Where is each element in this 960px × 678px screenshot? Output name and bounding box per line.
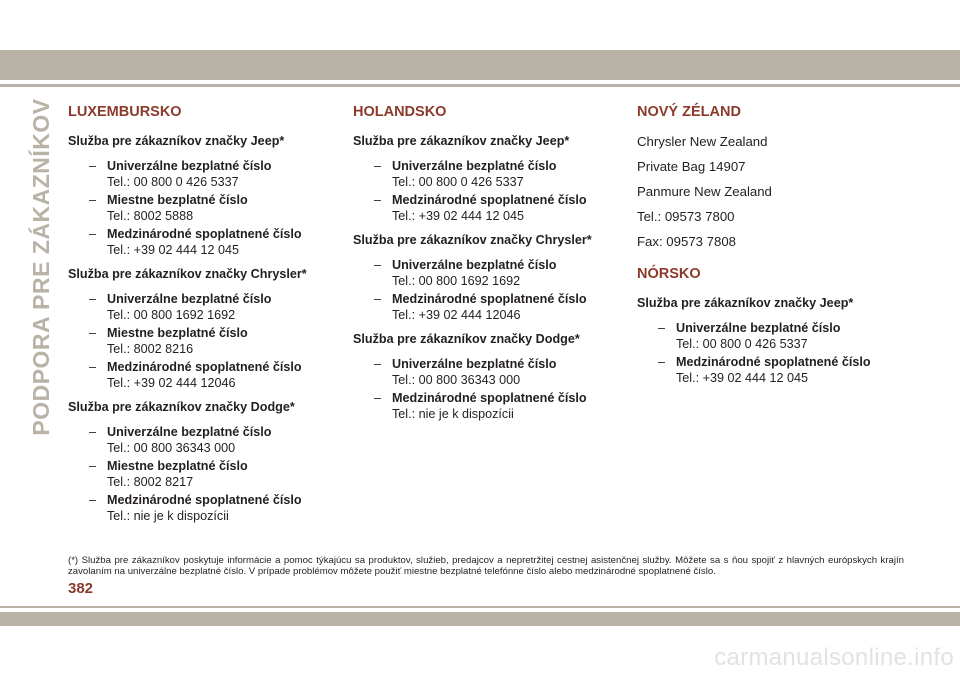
service-title: Služba pre zákazníkov značky Chrysler* [353, 233, 592, 247]
number-list [353, 257, 628, 323]
number-type: – Univerzálne bezplatné číslo [676, 320, 917, 336]
list-item [68, 158, 343, 190]
number-type: – Univerzálne bezplatné číslo [392, 257, 628, 273]
phone-number: Tel.: 8002 8217 [107, 475, 194, 489]
service-title: Služba pre zákazníkov značky Jeep* [68, 134, 285, 148]
phone-number: Tel.: +39 02 444 12 045 [392, 209, 524, 223]
phone-number: Tel.: 00 800 0 426 5337 [676, 337, 808, 351]
service-title: Služba pre zákazníkov značky Jeep* [637, 296, 854, 310]
list-item [637, 320, 917, 352]
top-band [0, 50, 960, 80]
phone-number: Tel.: 00 800 1692 1692 [107, 308, 236, 322]
number-list [353, 356, 628, 422]
column-luxembursko [68, 103, 343, 532]
number-type: – Medzinárodné spoplatnené číslo [392, 390, 628, 406]
number-list [68, 291, 343, 391]
address-line: Private Bag 14907 [637, 159, 746, 174]
number-list [637, 320, 917, 386]
watermark: carmanualsonline.info [714, 644, 954, 671]
number-list [353, 158, 628, 224]
list-item [68, 359, 343, 391]
fax-line: Fax: 09573 7808 [637, 234, 736, 249]
list-item [353, 158, 628, 190]
address-line: Chrysler New Zealand [637, 134, 768, 149]
list-item [353, 390, 628, 422]
number-type: – Medzinárodné spoplatnené číslo [107, 359, 343, 375]
service-title: Služba pre zákazníkov značky Dodge* [353, 332, 580, 346]
list-item [353, 291, 628, 323]
list-item [68, 458, 343, 490]
phone-number: Tel.: 00 800 1692 1692 [392, 274, 521, 288]
number-list [68, 424, 343, 524]
phone-number: Tel.: 00 800 0 426 5337 [107, 175, 239, 189]
list-item [68, 424, 343, 456]
phone-line: Tel.: 09573 7800 [637, 209, 735, 224]
bottom-rule [0, 606, 960, 608]
number-type: – Univerzálne bezplatné číslo [392, 356, 628, 372]
section-heading-norsko: NÓRSKO [637, 266, 701, 282]
section-heading: HOLANDSKO [353, 104, 447, 120]
list-item [68, 291, 343, 323]
bottom-band [0, 612, 960, 626]
number-type: – Medzinárodné spoplatnené číslo [107, 226, 343, 242]
service-title: Služba pre zákazníkov značky Dodge* [68, 400, 295, 414]
phone-number: Tel.: nie je k dispozícii [392, 407, 514, 421]
service-title: Služba pre zákazníkov značky Chrysler* [68, 267, 307, 281]
number-type: – Medzinárodné spoplatnené číslo [676, 354, 917, 370]
number-type: – Univerzálne bezplatné číslo [107, 291, 343, 307]
phone-number: Tel.: 00 800 36343 000 [107, 441, 236, 455]
address-line: Panmure New Zealand [637, 184, 772, 199]
side-section-title: PODPORA PRE ZÁKAZNÍKOV [28, 98, 54, 436]
section-heading: LUXEMBURSKO [68, 104, 182, 120]
number-type: – Univerzálne bezplatné číslo [392, 158, 628, 174]
phone-number: Tel.: +39 02 444 12046 [107, 376, 236, 390]
number-type: – Univerzálne bezplatné číslo [107, 158, 343, 174]
number-type: – Miestne bezplatné číslo [107, 325, 343, 341]
phone-number: Tel.: nie je k dispozícii [107, 509, 229, 523]
phone-number: Tel.: +39 02 444 12 045 [107, 243, 239, 257]
list-item [68, 492, 343, 524]
list-item [353, 356, 628, 388]
top-rule [0, 84, 960, 87]
footnote: (*) Služba pre zákazníkov poskytuje informácie a pomoc týkajúcu sa produktov, služieb, predajcov a nepretržitej cestnej asistenčnej služby. Môžete sa s ňou spojiť z hlavných európskych krajín zavolaním na univerzálne bezplatné číslo. V prípade problémov môžete použiť miestne bezplatné telefónne číslo alebo medzinárodné spoplatnené číslo. [68, 555, 904, 577]
list-item [68, 325, 343, 357]
column-holandsko [353, 103, 628, 430]
list-item [353, 257, 628, 289]
phone-number: Tel.: 8002 5888 [107, 209, 194, 223]
list-item [637, 354, 917, 386]
phone-number: Tel.: 00 800 0 426 5337 [392, 175, 524, 189]
phone-number: Tel.: +39 02 444 12046 [392, 308, 521, 322]
list-item [68, 192, 343, 224]
number-type: – Medzinárodné spoplatnené číslo [392, 192, 628, 208]
phone-number: Tel.: +39 02 444 12 045 [676, 371, 808, 385]
section-heading: NOVÝ ZÉLAND [637, 104, 741, 120]
number-type: – Medzinárodné spoplatnené číslo [107, 492, 343, 508]
number-type: – Miestne bezplatné číslo [107, 192, 343, 208]
number-type: – Univerzálne bezplatné číslo [107, 424, 343, 440]
number-type: – Miestne bezplatné číslo [107, 458, 343, 474]
service-title: Služba pre zákazníkov značky Jeep* [353, 134, 570, 148]
phone-number: Tel.: 8002 8216 [107, 342, 194, 356]
list-item [68, 226, 343, 258]
number-list [68, 158, 343, 258]
phone-number: Tel.: 00 800 36343 000 [392, 373, 521, 387]
column-novy-zeland [637, 103, 917, 394]
page-number: 382 [68, 580, 94, 597]
number-type: – Medzinárodné spoplatnené číslo [392, 291, 628, 307]
list-item [353, 192, 628, 224]
